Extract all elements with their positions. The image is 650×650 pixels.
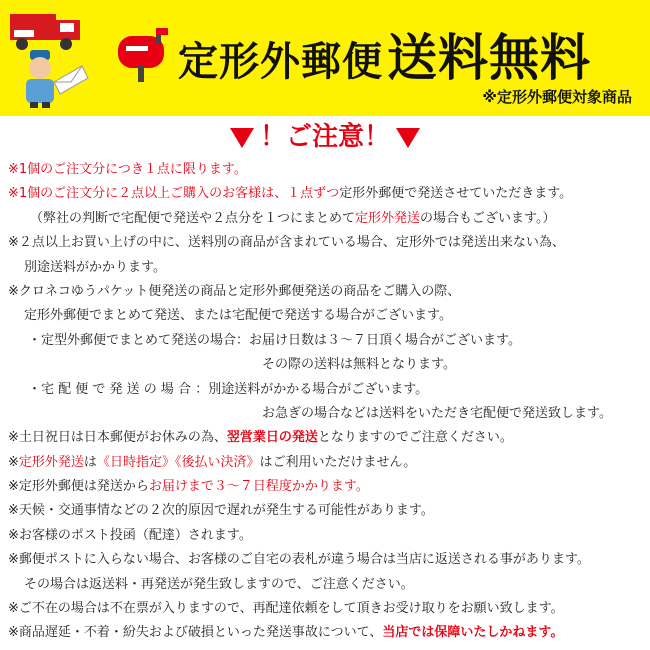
notice-list [0,158,650,646]
notice-line [0,280,650,304]
notice-text: ※２点以上お買い上げの中に、送料別の商品が含まれている場合、定形外では発送出来ない為、 [8,235,565,251]
banner [0,0,650,116]
notice-text: ・定型外郵便でまとめて発送の場合：お届け日数は３～７日頂く場合がございます。 [28,332,521,348]
postbox-icon [110,22,172,84]
notice-text: ・宅 配 便 で 発 送 の 場 合 ：別途送料がかかる場合がございます。 [28,381,429,397]
banner-subtitle: ※定形外郵便対象商品 [482,88,632,106]
notice-line [0,378,650,402]
notice-line [0,207,650,231]
notice-text: 別途送料がかかります。 [24,259,166,275]
notice-line [0,158,650,182]
notice-title: ！ご注意！ [259,122,390,152]
notice-text: 定形外発送 [18,454,84,470]
notice-text: ※郵便ポストに入らない場合、お客様のご自宅の表札が違う場合は当店に返送される事があります。 [8,552,590,568]
notice-text: となりますのでご注意ください。 [317,430,513,446]
notice-text: ※ご不在の場合は不在票が入りますので、再配達依頼をして頂きお受け取りをお願い致します。 [8,601,564,617]
notice-text: 《日時指定》《後払い決済》 [96,454,260,470]
notice-text: 当店では保障いたしかねます。 [382,625,564,641]
notice-line [0,573,650,597]
notice-line [0,182,650,206]
notice-line [0,329,650,353]
notice-text: ※ [8,162,19,177]
notice-text: お届けまで３～７日程度かかります。 [148,479,369,495]
notice-text: ※クロネコゆうパケット便発送の商品と定形外郵便発送の商品をご購入の際、 [8,283,461,299]
notice-text: （弊社の判断で宅配便で発送や２点分を１つにまとめて [30,210,356,226]
banner-title-main: 定形外郵便 [178,39,383,85]
notice-line [0,475,650,499]
notice-line [0,597,650,621]
warning-triangle-icon [230,128,254,148]
notice-line [0,548,650,572]
banner-title-free-shipping: 送料無料 [387,29,591,87]
banner-title [178,18,591,87]
notice-line [0,524,650,548]
notice-line [0,499,650,523]
notice-text: ※ [8,454,19,470]
notice-text: ※お客様のポスト投函（配達）されます。 [8,527,252,543]
notice-line [0,451,650,475]
warning-triangle-icon [396,128,420,148]
notice-line [0,402,650,426]
notice-text: ※天候・交通事情などの２次的原因で遅れが発生する可能性があります。 [8,503,434,519]
notice-line [0,353,650,377]
notice-text: 定形外発送 [355,210,421,226]
notice-line [0,426,650,450]
notice-text: は [83,454,97,470]
notice-text: その場合は返送料・再発送が発生致しますので、ご注意ください。 [24,576,414,592]
notice-text: 1個のご注文分に２点以上ご購入のお客様は、１点ずつ [18,186,340,202]
notice-line [0,231,650,255]
delivery-mascot-icon [4,6,114,110]
notice-text: ※商品遅延・不着・紛失および破損といった発送事故について、 [8,625,383,641]
notice-line [0,304,650,328]
notice-text: ※ [8,186,19,202]
notice-line [0,256,650,280]
notice-text: 定形外郵便でまとめて発送、または宅配便で発送する場合がございます。 [24,308,452,324]
notice-text: 1個のご注文分につき１点に限ります。 [18,162,247,177]
notice-text: はご利用いただけません。 [259,454,417,470]
notice-text: 定形外郵便で発送させていただきます。 [339,186,573,202]
notice-header [0,120,650,154]
notice-text: 翌営業日の発送 [226,430,318,446]
notice-text: ※定形外郵便は発送から [8,479,149,495]
notice-text: その際の送料は無料となります。 [262,357,456,373]
notice-text: の場合もございます。） [420,210,556,226]
notice-line [0,621,650,645]
notice-text: お急ぎの場合などは送料をいただき宅配便で発送致します。 [262,405,612,421]
notice-text: ※土日祝日は日本郵便がお休みの為、 [8,430,227,446]
